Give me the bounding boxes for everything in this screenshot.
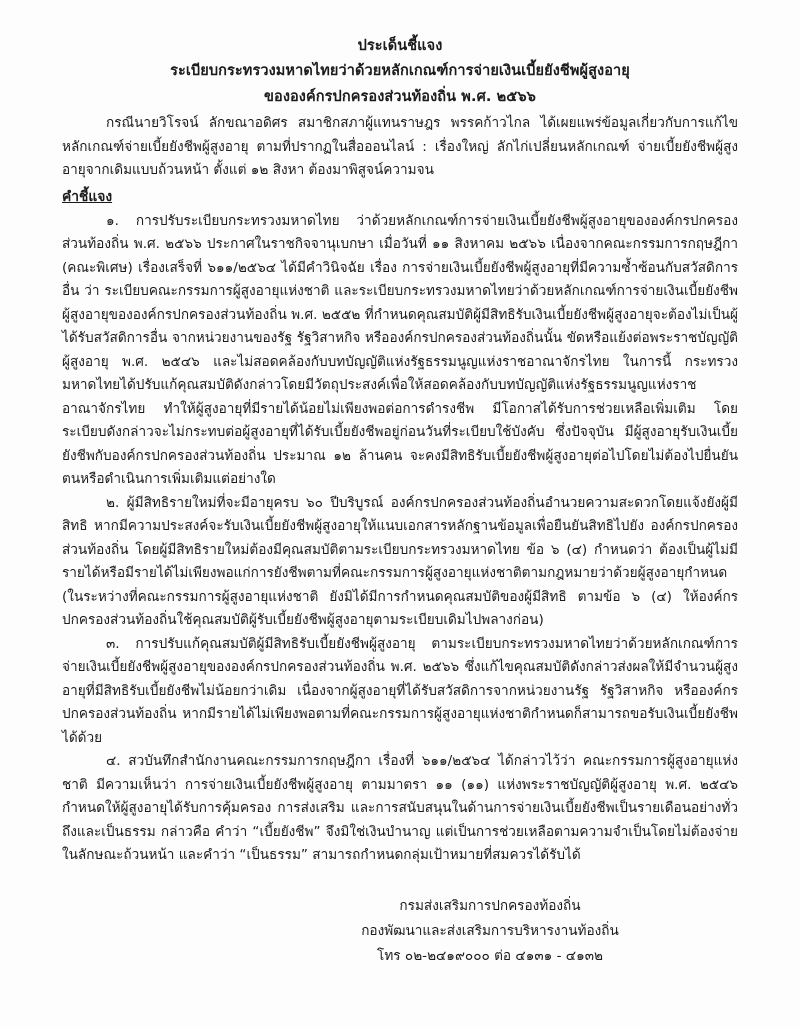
signature-org: กรมส่งเสริมการปกครองท้องถิ่น (399, 897, 581, 914)
signature-division: กองพัฒนาและส่งเสริมการบริหารงานท้องถิ่น (361, 923, 619, 940)
signature-line-3 (62, 944, 738, 969)
clause-2: ๒. ผู้มีสิทธิรายใหม่ที่จะมีอายุครบ ๖๐ ปีบริบูรณ์ องค์กรปกครองส่วนท้องถิ่นอำนวยความสะดวกโดยแจ้งยังผู้มีสิทธิ หากมีความประสงค์จะรับเงินเบี้ยยังชีพผู้สูงอายุให้แนบเอกสารหลักฐานข้อมูลเพื่อยืนยันสิทธิไปยัง องค์กรปกครองส่วนท้องถิ่น โดยผู้มีสิทธิรายใหม่ต้องมีคุณสมบัติตามระเบียบกระทรวงมหาดไทย ข้อ ๖ (๔) กำหนดว่า ต้องเป็นผู้ไม่มีรายได้หรือมีรายได้ไม่เพียงพอแก่การยังชีพตามที่คณะกรรมการผู้สูงอายุแห่งชาติตามกฎหมายว่าด้วยผู้สูงอายุกำหนด (ในระหว่างที่คณะกรรมการผู้สูงอายุแห่งชาติ ยังมิได้มีการกำหนดคุณสมบัติของผู้มีสิทธิ ตามข้อ ๖ (๔) ให้องค์กรปกครองส่วนท้องถิ่นใช้คุณสมบัติผู้รับเบี้ยยังชีพผู้สูงอายุตามระเบียบเดิมไปพลางก่อน) (62, 494, 738, 629)
signature-phone: โทร ๐๒-๒๔๑๙๐๐๐ ต่อ ๔๑๓๑ - ๔๑๓๒ (377, 948, 603, 965)
title-line-3: ขององค์กรปกครองส่วนท้องถิ่น พ.ศ. ๒๕๖๖ (264, 88, 536, 105)
clause-3: ๓. การปรับแก้คุณสมบัติผู้มีสิทธิรับเบี้ยยังชีพผู้สูงอายุ ตามระเบียบกระทรวงมหาดไทยว่าด้วยหลักเกณฑ์การจ่ายเงินเบี้ยยังชีพผู้สูงอายุขององค์กรปกครองส่วนท้องถิ่น พ.ศ. ๒๕๖๖ ซึ่งแก้ไขคุณสมบัติดังกล่าวส่งผลให้มีจำนวนผู้สูงอายุที่มีสิทธิรับเบี้ยยังชีพไม่น้อยกว่าเดิม เนื่องจากผู้สูงอายุที่ได้รับสวัสดิการจากหน่วยงานรัฐ รัฐวิสาหกิจ หรือองค์กรปกครองส่วนท้องถิ่น หากมีรายได้ไม่เพียงพอตามที่คณะกรรมการผู้สูงอายุแห่งชาติกำหนดก็สามารถขอรับเงินเบี้ยยังชีพได้ด้วย (62, 635, 738, 746)
section-heading-wrap (62, 183, 738, 210)
signature-line-2 (62, 919, 738, 944)
section-heading-clarification: คำชี้แจง (62, 188, 113, 205)
intro-paragraph: กรณีนายวิโรจน์ ลักขณาอดิศร สมาชิกสภาผู้แทนราษฎร พรรคก้าวไกล ได้เผยแพร่ข้อมูลเกี่ยวกับการแก้ไขหลักเกณฑ์จ่ายเบี้ยยังชีพผู้สูงอายุ ตามที่ปรากฏในสื่อออนไลน์ : เรื่องใหญ่ ลักไก่เปลี่ยนหลักเกณฑ์ จ่ายเบี้ยยังชีพผู้สูงอายุจากเดิมแบบถ้วนหน้า ตั้งแต่ ๑๒ สิงหา ต้องมาพิสูจน์ความจน (62, 115, 738, 179)
clause-4: ๔. สวบันทึกสำนักงานคณะกรรมการกฤษฎีกา เรื่องที่ ๖๑๑/๒๕๖๔ ได้กล่าวไว้ว่า คณะกรรมการผู้สูงอายุแห่งชาติ มีความเห็นว่า การจ่ายเงินเบี้ยยังชีพผู้สูงอายุ ตามมาตรา ๑๑ (๑๑) แห่งพระราชบัญญัติผู้สูงอายุ พ.ศ. ๒๕๔๖ กำหนดให้ผู้สูงอายุได้รับการคุ้มครอง การส่งเสริม และการสนับสนุนในด้านการจ่ายเงินเบี้ยยังชีพเป็นรายเดือนอย่างทั่วถึงและเป็นธรรม กล่าวคือ คำว่า “เบี้ยยังชีพ” จึงมิใช่เงินบำนาญ แต่เป็นการช่วยเหลือตามความจำเป็นโดยไม่ต้องจ่ายในลักษณะถ้วนหน้า และคำว่า “เป็นธรรม” สามารถกำหนดกลุ่มเป้าหมายที่สมควรได้รับได้ (62, 753, 738, 864)
title-line-1: ประเด็นชี้แจง (357, 38, 443, 54)
signature-block (62, 894, 738, 969)
page-title (62, 34, 738, 110)
signature-line-1 (62, 894, 738, 919)
title-line-2: ระเบียบกระทรวงมหาดไทยว่าด้วยหลักเกณฑ์การจ่ายเงินเบี้ยยังชีพผู้สูงอายุ (170, 63, 630, 80)
clause-1: ๑. การปรับระเบียบกระทรวงมหาดไทย ว่าด้วยหลักเกณฑ์การจ่ายเงินเบี้ยยังชีพผู้สูงอายุขององค์กรปกครองส่วนท้องถิ่น พ.ศ. ๒๕๖๖ ประกาศในราชกิจจานุเบกษา เมื่อวันที่ ๑๑ สิงหาคม ๒๕๖๖ เนื่องจากคณะกรรมการกฤษฎีกา (คณะพิเศษ) เรื่องเสร็จที่ ๖๑๑/๒๕๖๔ ได้มีคำวินิจฉัย เรื่อง การจ่ายเงินเบี้ยยังชีพผู้สูงอายุที่มีความซ้ำซ้อนกับสวัสดิการอื่น ว่า ระเบียบคณะกรรมการผู้สูงอายุแห่งชาติ และระเบียบกระทรวงมหาดไทยว่าด้วยหลักเกณฑ์การจ่ายเงินเบี้ยยังชีพผู้สูงอายุขององค์กรปกครองส่วนท้องถิ่น พ.ศ. ๒๕๕๒ ที่กำหนดคุณสมบัติผู้มีสิทธิรับเงินเบี้ยยังชีพผู้สูงอายุจะต้องไม่เป็นผู้ได้รับสวัสดิการอื่น จากหน่วยงานของรัฐ รัฐวิสาหกิจ หรือองค์กรปกครองส่วนท้องถิ่นนั้น ขัดหรือแย้งต่อพระราชบัญญัติผู้สูงอายุ พ.ศ. ๒๕๔๖ และไม่สอดคล้องกับบทบัญญัติแห่งรัฐธรรมนูญแห่งราชอาณาจักรไทย ในการนี้ กระทรวงมหาดไทยได้ปรับแก้คุณสมบัติดังกล่าวโดยมีวัตถุประสงค์เพื่อให้สอดคล้องกับบทบัญญัติแห่งรัฐธรรมนูญแห่งราชอาณาจักรไทย ทำให้ผู้สูงอายุที่มีรายได้น้อยไม่เพียงพอต่อการดำรงชีพ มีโอกาสได้รับการช่วยเหลือเพิ่มเติม โดยระเบียบดังกล่าวจะไม่กระทบต่อผู้สูงอายุที่ได้รับเบี้ยยังชีพอยู่ก่อนวันที่ระเบียบใช้บังคับ ซึ่งปัจจุบัน มีผู้สูงอายุรับเงินเบี้ยยังชีพกับองค์กรปกครองส่วนท้องถิ่น ประมาณ ๑๒ ล้านคน จะคงมีสิทธิรับเบี้ยยังชีพผู้สูงอายุต่อไปโดยไม่ต้องไปยื่นยันตนหรือดำเนินการเพิ่มเติมแต่อย่างใด (62, 212, 738, 488)
